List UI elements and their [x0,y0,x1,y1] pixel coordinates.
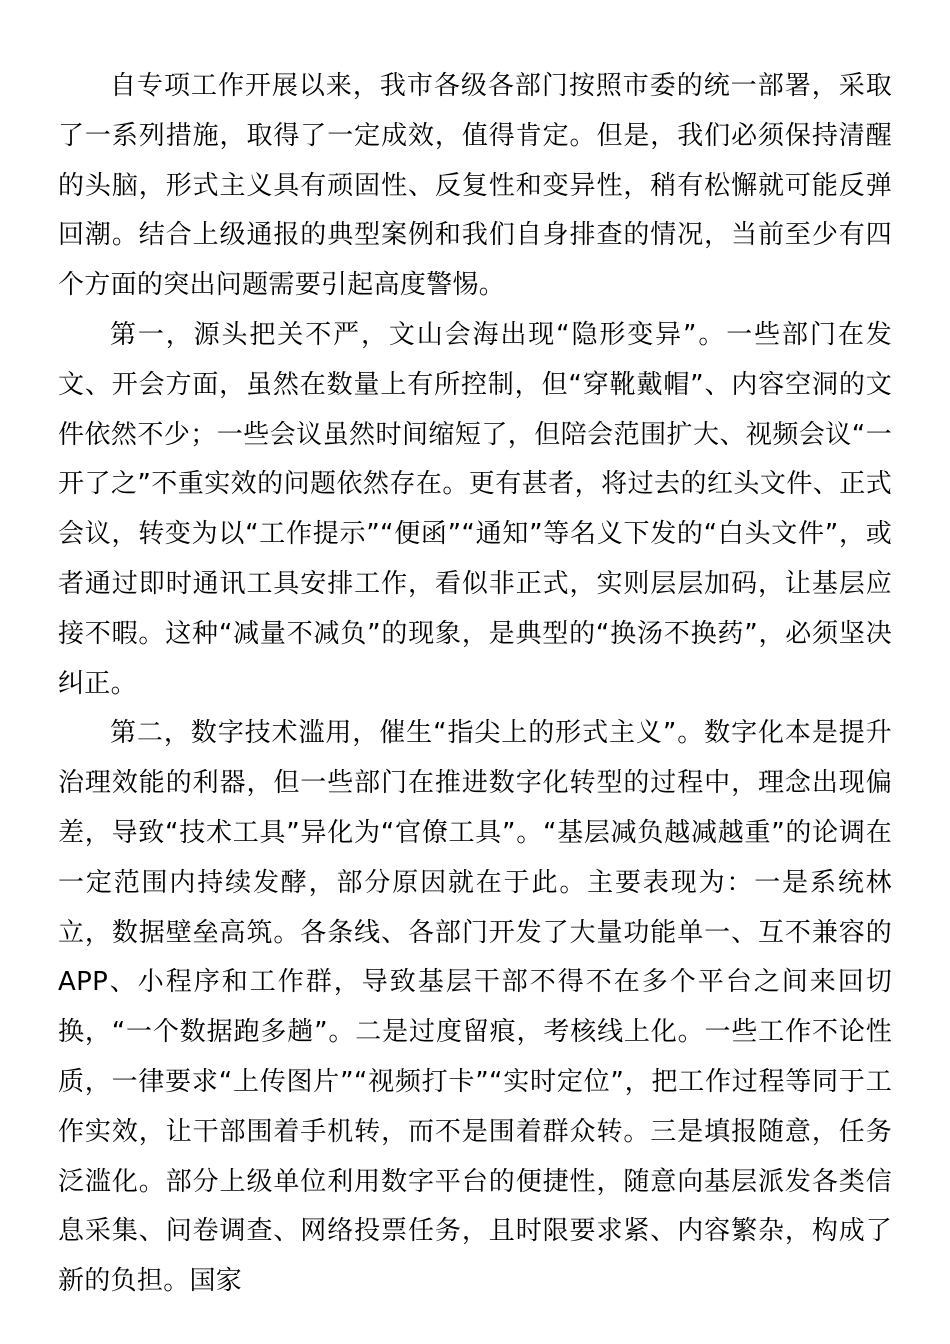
paragraph-intro: 自专项工作开展以来，我市各级各部门按照市委的统一部署，采取了一系列措施，取得了一定成效，值得肯定。但是，我们必须保持清醒的头脑，形式主义具有顽固性、反复性和变异性，稍有松懈就可能反弹回潮。结合上级通报的典型案例和我们自身排查的情况，当前至少有四个方面的突出问题需要引起高度警惕。 [58,71,892,301]
document-body [58,62,892,1307]
paragraph-point-one: 第一，源头把关不严，文山会海出现“隐形变异”。一些部门在发文、开会方面，虽然在数量上有所控制，但“穿靴戴帽”、内容空洞的文件依然不少；一些会议虽然时间缩短了，但陪会范围扩大、视频会议“一开了之”不重实效的问题依然存在。更有甚者，将过去的红头文件、正式会议，转变为以“工作提示”“便函”“通知”等名义下发的“白头文件”，或者通过即时通讯工具安排工作，看似非正式，实则层层加码，让基层应接不暇。这种“减量不减负”的现象，是典型的“换汤不换药”，必须坚决纠正。 [58,319,892,699]
paragraph-point-two: 第二，数字技术滥用，催生“指尖上的形式主义”。数字化本是提升治理效能的利器，但一些部门在推进数字化转型的过程中，理念出现偏差，导致“技术工具”异化为“官僚工具”。“基层减负越减越重”的论调在一定范围内持续发酵，部分原因就在于此。主要表现为：一是系统林立，数据壁垒高筑。各条线、各部门开发了大量功能单一、互不兼容的APP、小程序和工作群，导致基层干部不得不在多个平台之间来回切换，“一个数据跑多趟”。二是过度留痕，考核线上化。一些工作不论性质，一律要求“上传图片”“视频打卡”“实时定位”，把工作过程等同于工作实效，让干部围着手机转，而不是围着群众转。三是填报随意，任务泛滥化。部分上级单位利用数字平台的便捷性，随意向基层派发各类信息采集、问卷调查、网络投票任务，且时限要求紧、内容繁杂，构成了新的负担。国家 [58,718,892,1297]
